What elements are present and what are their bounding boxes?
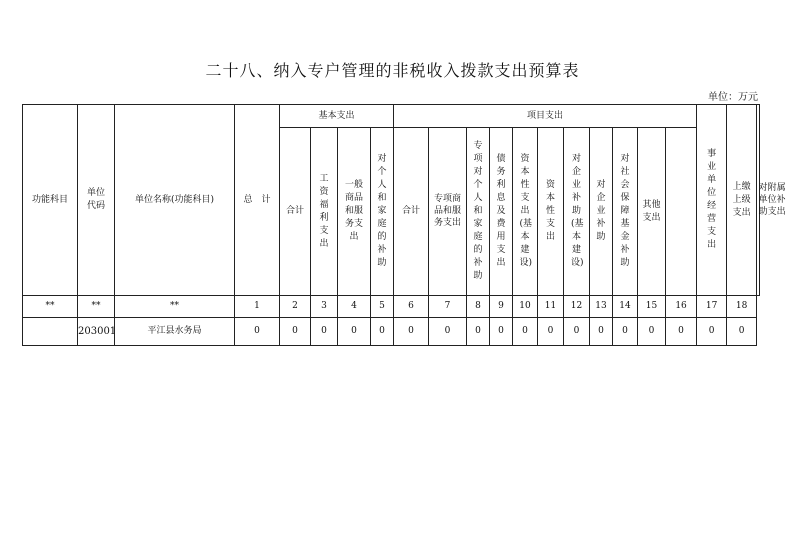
table-cell: 0 [235, 318, 280, 346]
budget-table [22, 104, 786, 346]
col-enterprise [590, 128, 613, 296]
col-upper-payment [727, 105, 757, 296]
table-cell: 0 [338, 318, 371, 346]
table-cell: 2 [280, 296, 311, 318]
header-label: 对企业补助(基本建设) [571, 154, 584, 268]
col-enterprise-basic [564, 128, 590, 296]
unit-label: 单位：万元 [708, 92, 758, 103]
table-cell: 4 [338, 296, 371, 318]
table-cell: 7 [429, 296, 467, 318]
table-cell: 0 [490, 318, 513, 346]
col-special-goods [429, 128, 467, 296]
table-cell: 0 [613, 318, 638, 346]
table-cell: 0 [727, 318, 757, 346]
col-capital [538, 128, 564, 296]
header-label: 项目支出 [527, 110, 564, 121]
header-label: 单位代码 [86, 188, 105, 211]
table-cell: 平江县水务局 [115, 318, 235, 346]
table-cell: 18 [727, 296, 757, 318]
table-row [23, 318, 760, 346]
table-cell: 0 [538, 318, 564, 346]
header-label: 对个人和家庭的补助 [377, 154, 387, 268]
table-cell: 0 [311, 318, 338, 346]
header-label: 上缴上级支出 [732, 181, 751, 218]
table-cell: ** [115, 296, 235, 318]
col-unit-name [115, 105, 235, 296]
table-cell: 0 [638, 318, 666, 346]
col-social-security [613, 128, 638, 296]
header-label: 总 计 [243, 194, 271, 205]
col-general-goods [338, 128, 371, 296]
col-project-total [394, 128, 429, 296]
header-label: 资本性支出(基本建设) [519, 154, 533, 268]
table-cell: 1 [235, 296, 280, 318]
table-cell: ** [78, 296, 115, 318]
col-capital-basic [513, 128, 538, 296]
col-debt-interest [490, 128, 513, 296]
header-label: 其他支出 [642, 199, 661, 223]
header-label: 功能科目 [31, 194, 68, 205]
col-func-subject [23, 105, 78, 296]
table-cell: 9 [490, 296, 513, 318]
header-label: 债务利息及费用支出 [496, 154, 506, 268]
table-cell: 0 [371, 318, 394, 346]
col-wage-welfare [311, 128, 338, 296]
table-cell: 14 [613, 296, 638, 318]
table-cell: 16 [666, 296, 697, 318]
col-affiliated-subsidy [757, 105, 786, 296]
table-cell: 0 [513, 318, 538, 346]
header-label: 合计 [285, 206, 304, 216]
header-label: 单位名称(功能科目) [134, 194, 215, 205]
table-cell: 0 [666, 318, 697, 346]
table-cell: 6 [394, 296, 429, 318]
col-personal-subsidy [371, 128, 394, 296]
table-cell: 13 [590, 296, 613, 318]
header-label: 对附属单位补助支出 [758, 182, 786, 217]
table-cell: 15 [638, 296, 666, 318]
table-cell [23, 318, 78, 346]
table-cell: 0 [564, 318, 590, 346]
header-label: 专项对个人和家庭的补助 [473, 141, 483, 281]
table-cell: 3 [311, 296, 338, 318]
group-basic-expenditure [280, 105, 394, 128]
header-label: 基本支出 [318, 110, 355, 121]
table-cell: 0 [590, 318, 613, 346]
header-label: 合计 [402, 206, 421, 216]
table-cell: 10 [513, 296, 538, 318]
table-cell: 0 [467, 318, 490, 346]
header-row-group [23, 105, 760, 128]
table-cell: 0 [429, 318, 467, 346]
table-cell: 11 [538, 296, 564, 318]
col-basic-total [280, 128, 311, 296]
table-cell: 12 [564, 296, 590, 318]
table-cell: 0 [697, 318, 727, 346]
header-label: 对企业补助 [596, 180, 606, 242]
header-label: 事业单位经营支出 [707, 149, 717, 250]
group-project-expenditure [394, 105, 697, 128]
header-label: 一般商品和服务支出 [344, 180, 363, 242]
table-cell: 5 [371, 296, 394, 318]
col-total [235, 105, 280, 296]
col-unit-code [78, 105, 115, 296]
col-other [638, 128, 666, 296]
table-cell: ** [23, 296, 78, 318]
table-cell: 203001 [78, 318, 115, 346]
table-cell: 8 [467, 296, 490, 318]
table-row-index [23, 296, 760, 318]
header-label: 对社会保障基金补助 [620, 154, 630, 268]
header-label: 工资福利支出 [319, 173, 329, 249]
table-cell: 0 [394, 318, 429, 346]
table-cell: 0 [280, 318, 311, 346]
col-special-personal [467, 128, 490, 296]
col-biz-operation [697, 105, 727, 296]
page-title: 二十八、纳入专户管理的非税收入拨款支出预算表 [205, 61, 580, 80]
table-cell: 17 [697, 296, 727, 318]
header-label: 资本性支出 [546, 180, 556, 242]
header-label: 专项商品和服务支出 [434, 194, 462, 228]
